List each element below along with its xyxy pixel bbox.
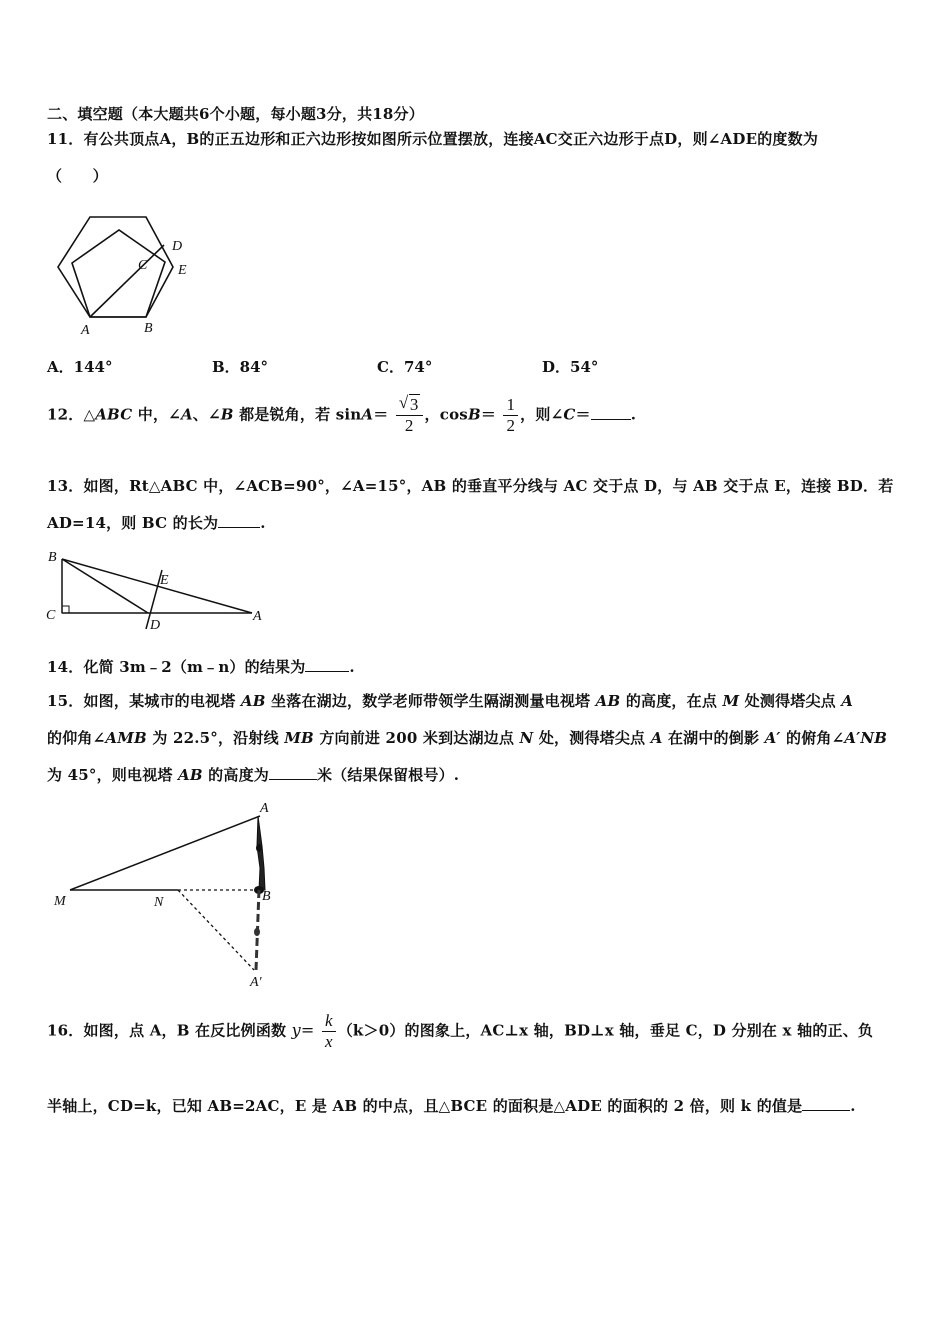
q11-option-b[interactable]: B．84° [212, 358, 269, 376]
q11-label-b: B [144, 321, 153, 336]
q13-segment-bd [62, 559, 148, 613]
q15-line2: 的仰角∠AMB 为 22.5°，沿射线 MB 方向前进 200 米到达湖边点 N 处，测得塔尖点 A 在湖中的倒影 A′ 的俯角∠A′NB [47, 729, 888, 747]
q11-label-a: A [81, 323, 90, 338]
q11-segment-ac [90, 245, 164, 317]
q11-pentagon [72, 230, 165, 317]
section-title: 二、填空题（本大题共6个小题，每小题3分，共18分） [47, 105, 424, 123]
q15-label-n: N [154, 895, 164, 910]
q13-label-a: A [253, 609, 262, 624]
q15-tower-knot [256, 844, 262, 852]
q11-option-a[interactable]: A．144° [47, 358, 113, 376]
q15-reflection-knot [254, 928, 260, 936]
q13-label-b: B [48, 550, 57, 565]
q11-option-d[interactable]: D．54° [542, 358, 599, 376]
q15-label-a-prime: A′ [250, 975, 262, 990]
q15-line-ma [70, 816, 260, 890]
q15-label-b: B [262, 889, 271, 904]
q15-answer-blank[interactable] [269, 767, 317, 780]
q15-label-m: M [54, 894, 66, 909]
q12-line: 12．△ABC 中，∠A、∠B 都是锐角，若 sinA＝ √ 3 2 ，cosB＝ $\frac{1}{2}$ ，则∠C＝ . [47, 393, 637, 435]
q15-line3: 为 45°，则电视塔 AB 的高度为 米（结果保留根号）. [47, 766, 460, 784]
q13-figure [40, 545, 270, 637]
q11-figure [50, 205, 200, 340]
q11-label-c: C [138, 258, 148, 273]
q11-label-d: D [172, 239, 183, 254]
q16-answer-blank[interactable] [802, 1098, 850, 1111]
q14-line: 14．化简 3m﹣2（m﹣n）的结果为 . [47, 658, 355, 676]
q13-label-d: D [150, 618, 161, 633]
q11-label-e: E [178, 263, 187, 278]
q12-fraction-sin: √ 3 2 [396, 395, 423, 436]
q16-line2: 半轴上，CD=k，已知 AB=2AC，E 是 AB 的中点，且△BCE 的面积是△ADE 的面积的 2 倍，则 k 的值是 . [47, 1097, 856, 1115]
q13-answer-blank[interactable] [218, 515, 260, 528]
q13-label-e: E [160, 573, 169, 588]
q14-answer-blank[interactable] [305, 659, 349, 672]
q11-paren: （ ） [47, 167, 108, 185]
q15-line1: 15．如图，某城市的电视塔 AB 坐落在湖边，数学老师带领学生隔湖测量电视塔 AB 的高度，在点 M 处测得塔尖点 A [47, 692, 854, 710]
q13-label-c: C [46, 608, 56, 623]
q13-right-angle-mark [62, 606, 69, 613]
q15-label-a: A [260, 801, 269, 816]
q16-fraction-k-over-x: $\frac{k}{x}$ [322, 1011, 336, 1052]
q11-text: 11．有公共顶点A，B的正五边形和正六边形按如图所示位置摆放，连接AC交正六边形于点D，则∠ADE的度数为 [47, 130, 819, 148]
q15-figure [48, 798, 288, 993]
q16-line1: 16．如图，点 A，B 在反比例函数 y= $\frac{k}{x}$ （k＞0）的图象上，AC⊥x 轴，BD⊥x 轴，垂足 C，D 分别在 x 轴的正、负 [47, 1011, 874, 1051]
q15-tower [257, 816, 265, 890]
q13-line1: 13．如图，Rt△ABC 中，∠ACB=90°，∠A=15°，AB 的垂直平分线与 AC 交于点 D，与 AB 交于点 E，连接 BD．若 [47, 477, 894, 495]
q12-fraction-cos: $\frac{1}{2}$ [503, 395, 518, 436]
q15-dashed-na2 [178, 890, 254, 970]
q13-line2: AD=14，则 BC 的长为 . [47, 514, 266, 532]
q12-answer-blank[interactable] [591, 407, 631, 420]
q11-option-c[interactable]: C．74° [377, 358, 433, 376]
